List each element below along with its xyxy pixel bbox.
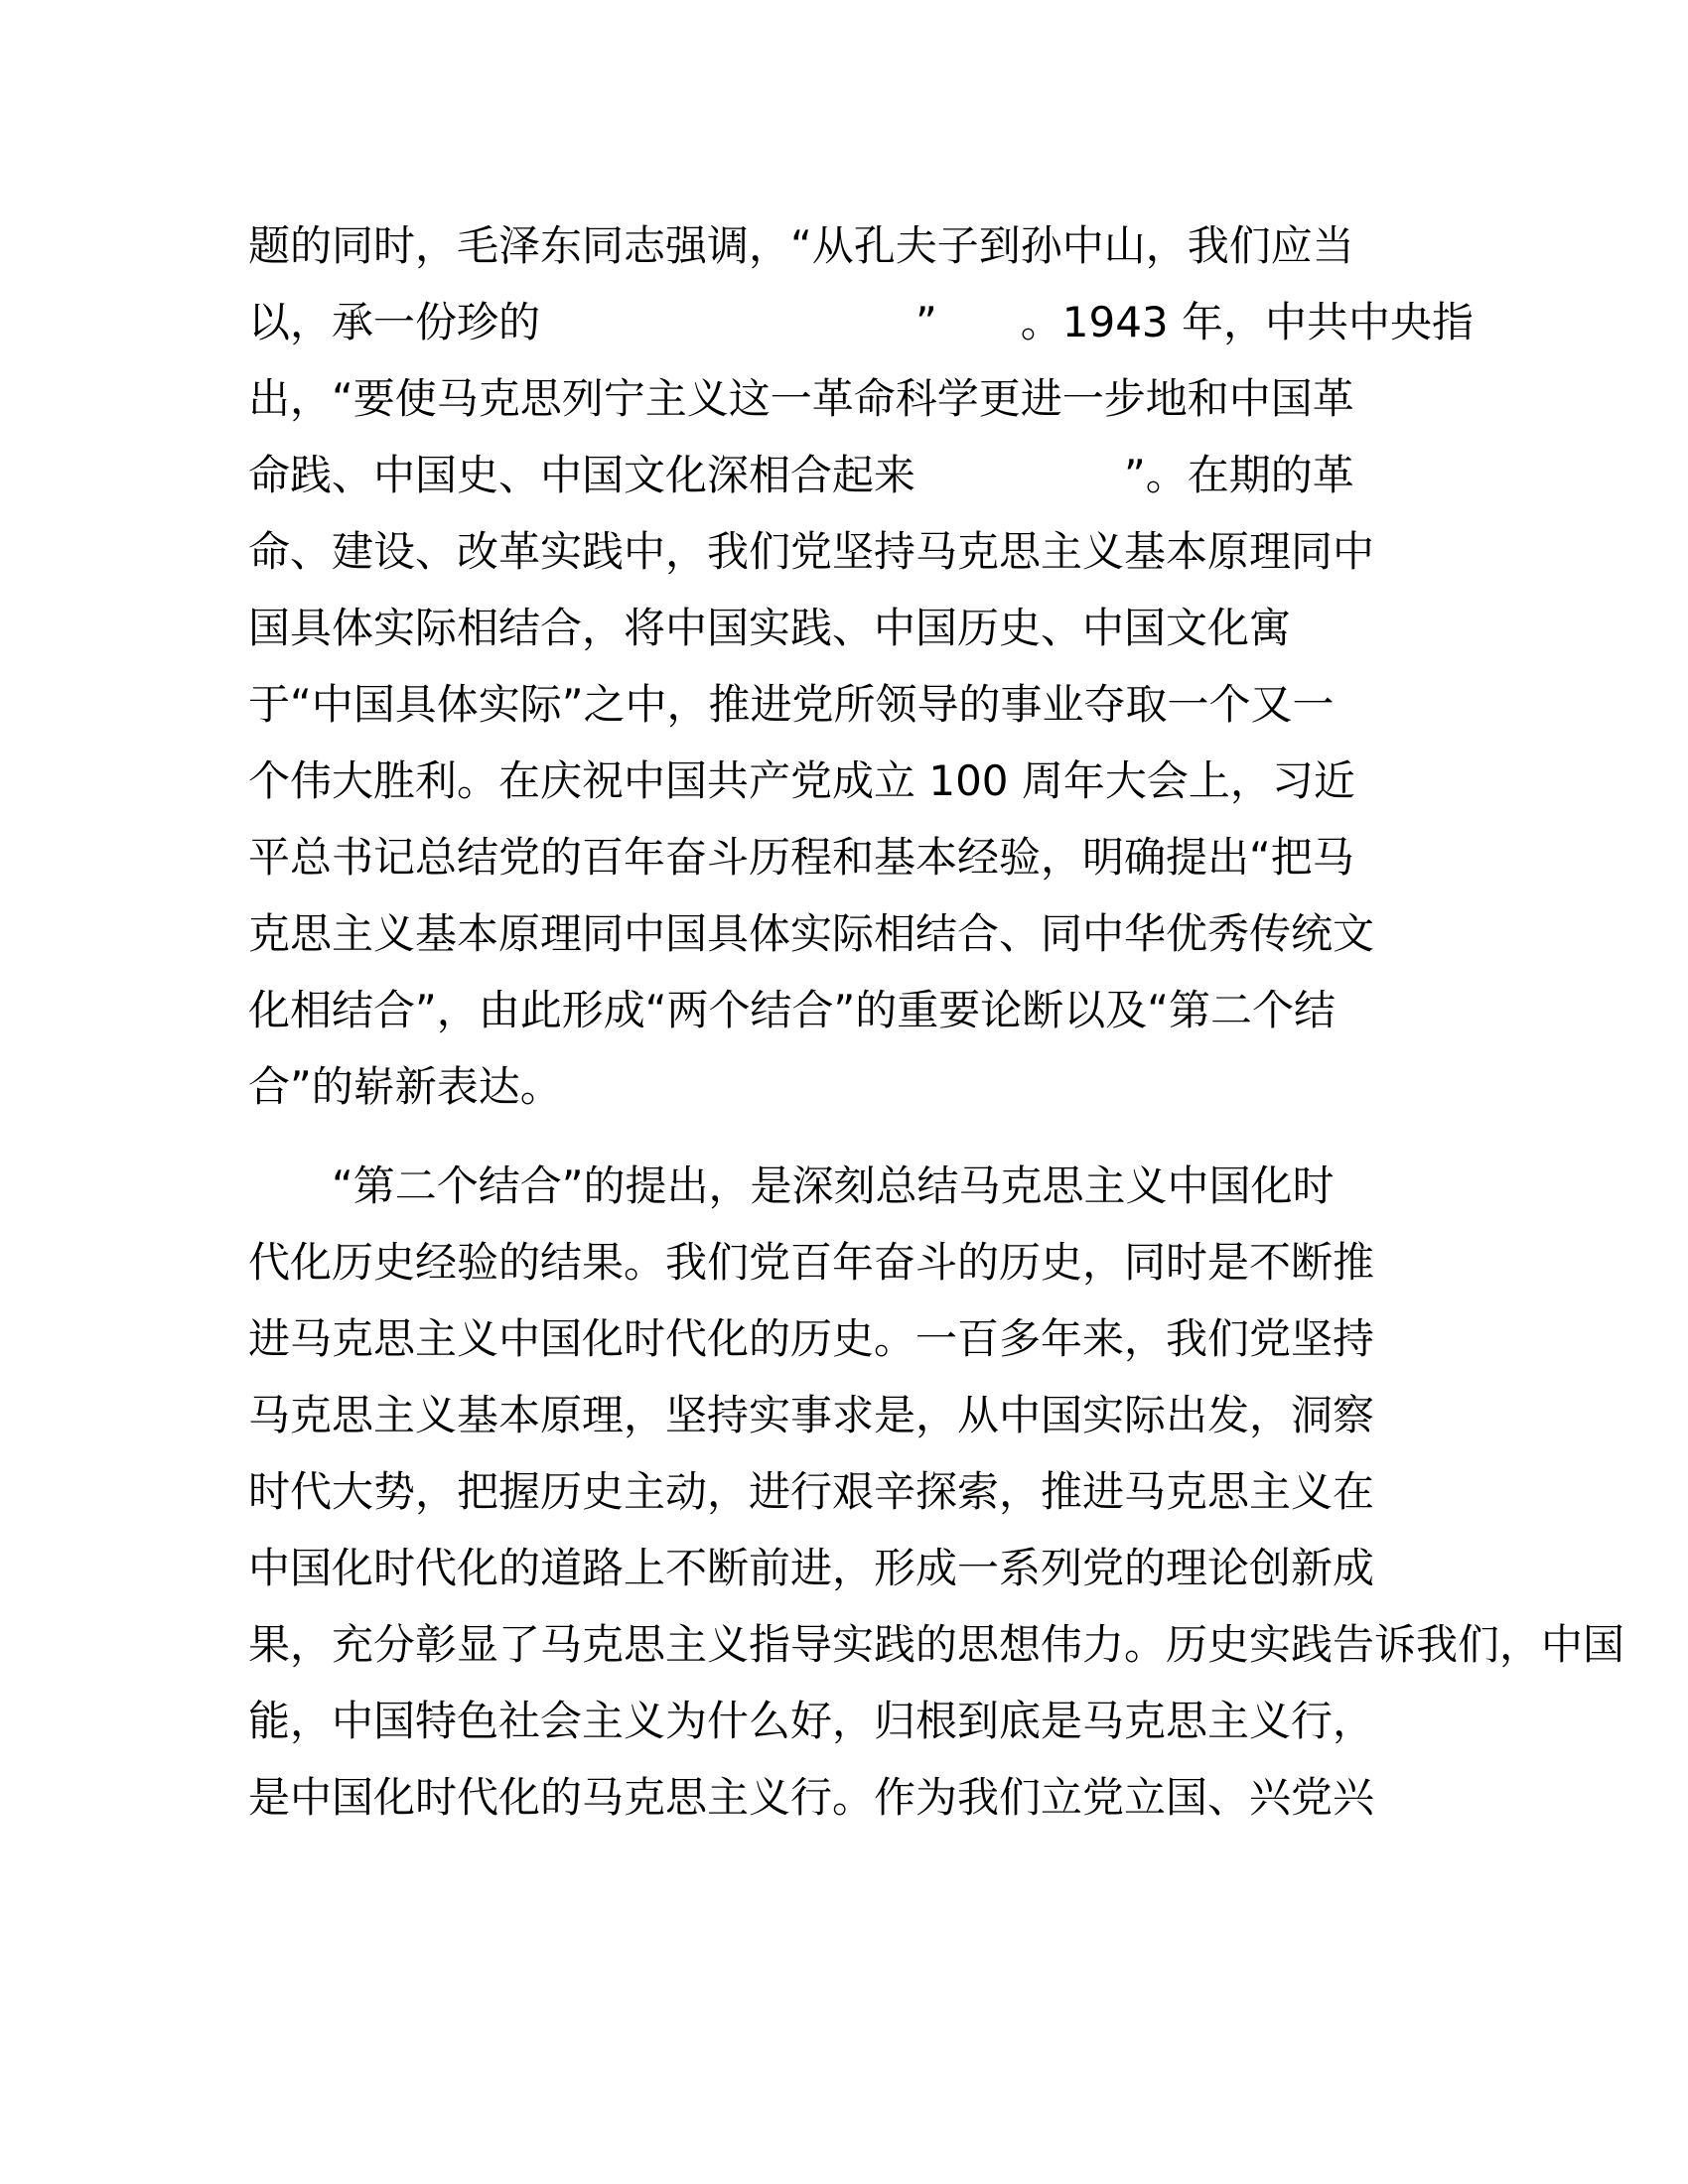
- text-line: 于“中国具体实际”之中，推进党所领导的事业夺取一个又一: [248, 680, 1335, 729]
- text-line: 题的同时，毛泽东同志强调，“从孔夫子到孙中山，我们应当: [248, 221, 1354, 270]
- text-line: 能，中国特色社会主义为什么好，归根到底是马克思主义行，: [248, 1697, 1375, 1745]
- text-line: 平总书记总结党的百年奋斗历程和基本经验，明确提出“把马: [248, 833, 1354, 882]
- text-line: 以，承一份珍的 ” 。1943 年，中共中央指: [248, 298, 1474, 346]
- text-line: 合”的崭新表达。: [248, 1062, 562, 1111]
- text-line: 出，“要使马克思列宁主义这一革命科学更进一步地和中国革: [248, 374, 1354, 423]
- text-line: 中国化时代化的道路上不断前进，形成一系列党的理论创新成: [248, 1544, 1375, 1592]
- text-line: 国具体实际相结合，将中国实践、中国历史、中国文化寓: [248, 604, 1292, 652]
- text-line: 代化历史经验的结果。我们党百年奋斗的历史，同时是不断推: [248, 1238, 1375, 1287]
- text-line: 命、建设、改革实践中，我们党坚持马克思主义基本原理同中: [248, 527, 1375, 576]
- text-line: 马克思主义基本原理，坚持实事求是，从中国实际出发，洞察: [248, 1391, 1375, 1439]
- text-line: 命践、中国史、中国文化深相合起来 ”。在期的革: [248, 451, 1354, 499]
- text-line: 个伟大胜利。在庆祝中国共产党成立 100 周年大会上，习近: [248, 756, 1355, 805]
- text-line: 果，充分彰显了马克思主义指导实践的思想伟力。历史实践告诉我们，中国: [248, 1620, 1625, 1669]
- text-line: 时代大势，把握历史主动，进行艰辛探索，推进马克思主义在: [248, 1467, 1375, 1516]
- text-line: 进马克思主义中国化时代化的历史。一百多年来，我们党坚持: [248, 1314, 1375, 1363]
- text-line: 是中国化时代化的马克思主义行。作为我们立党立国、兴党兴: [248, 1773, 1375, 1822]
- text-line: 克思主义基本原理同中国具体实际相结合、同中华优秀传统文: [248, 909, 1375, 958]
- text-line: “第二个结合”的提出，是深刻总结马克思主义中国化时: [248, 1161, 1335, 1210]
- text-line: 化相结合”，由此形成“两个结合”的重要论断以及“第二个结: [248, 986, 1336, 1034]
